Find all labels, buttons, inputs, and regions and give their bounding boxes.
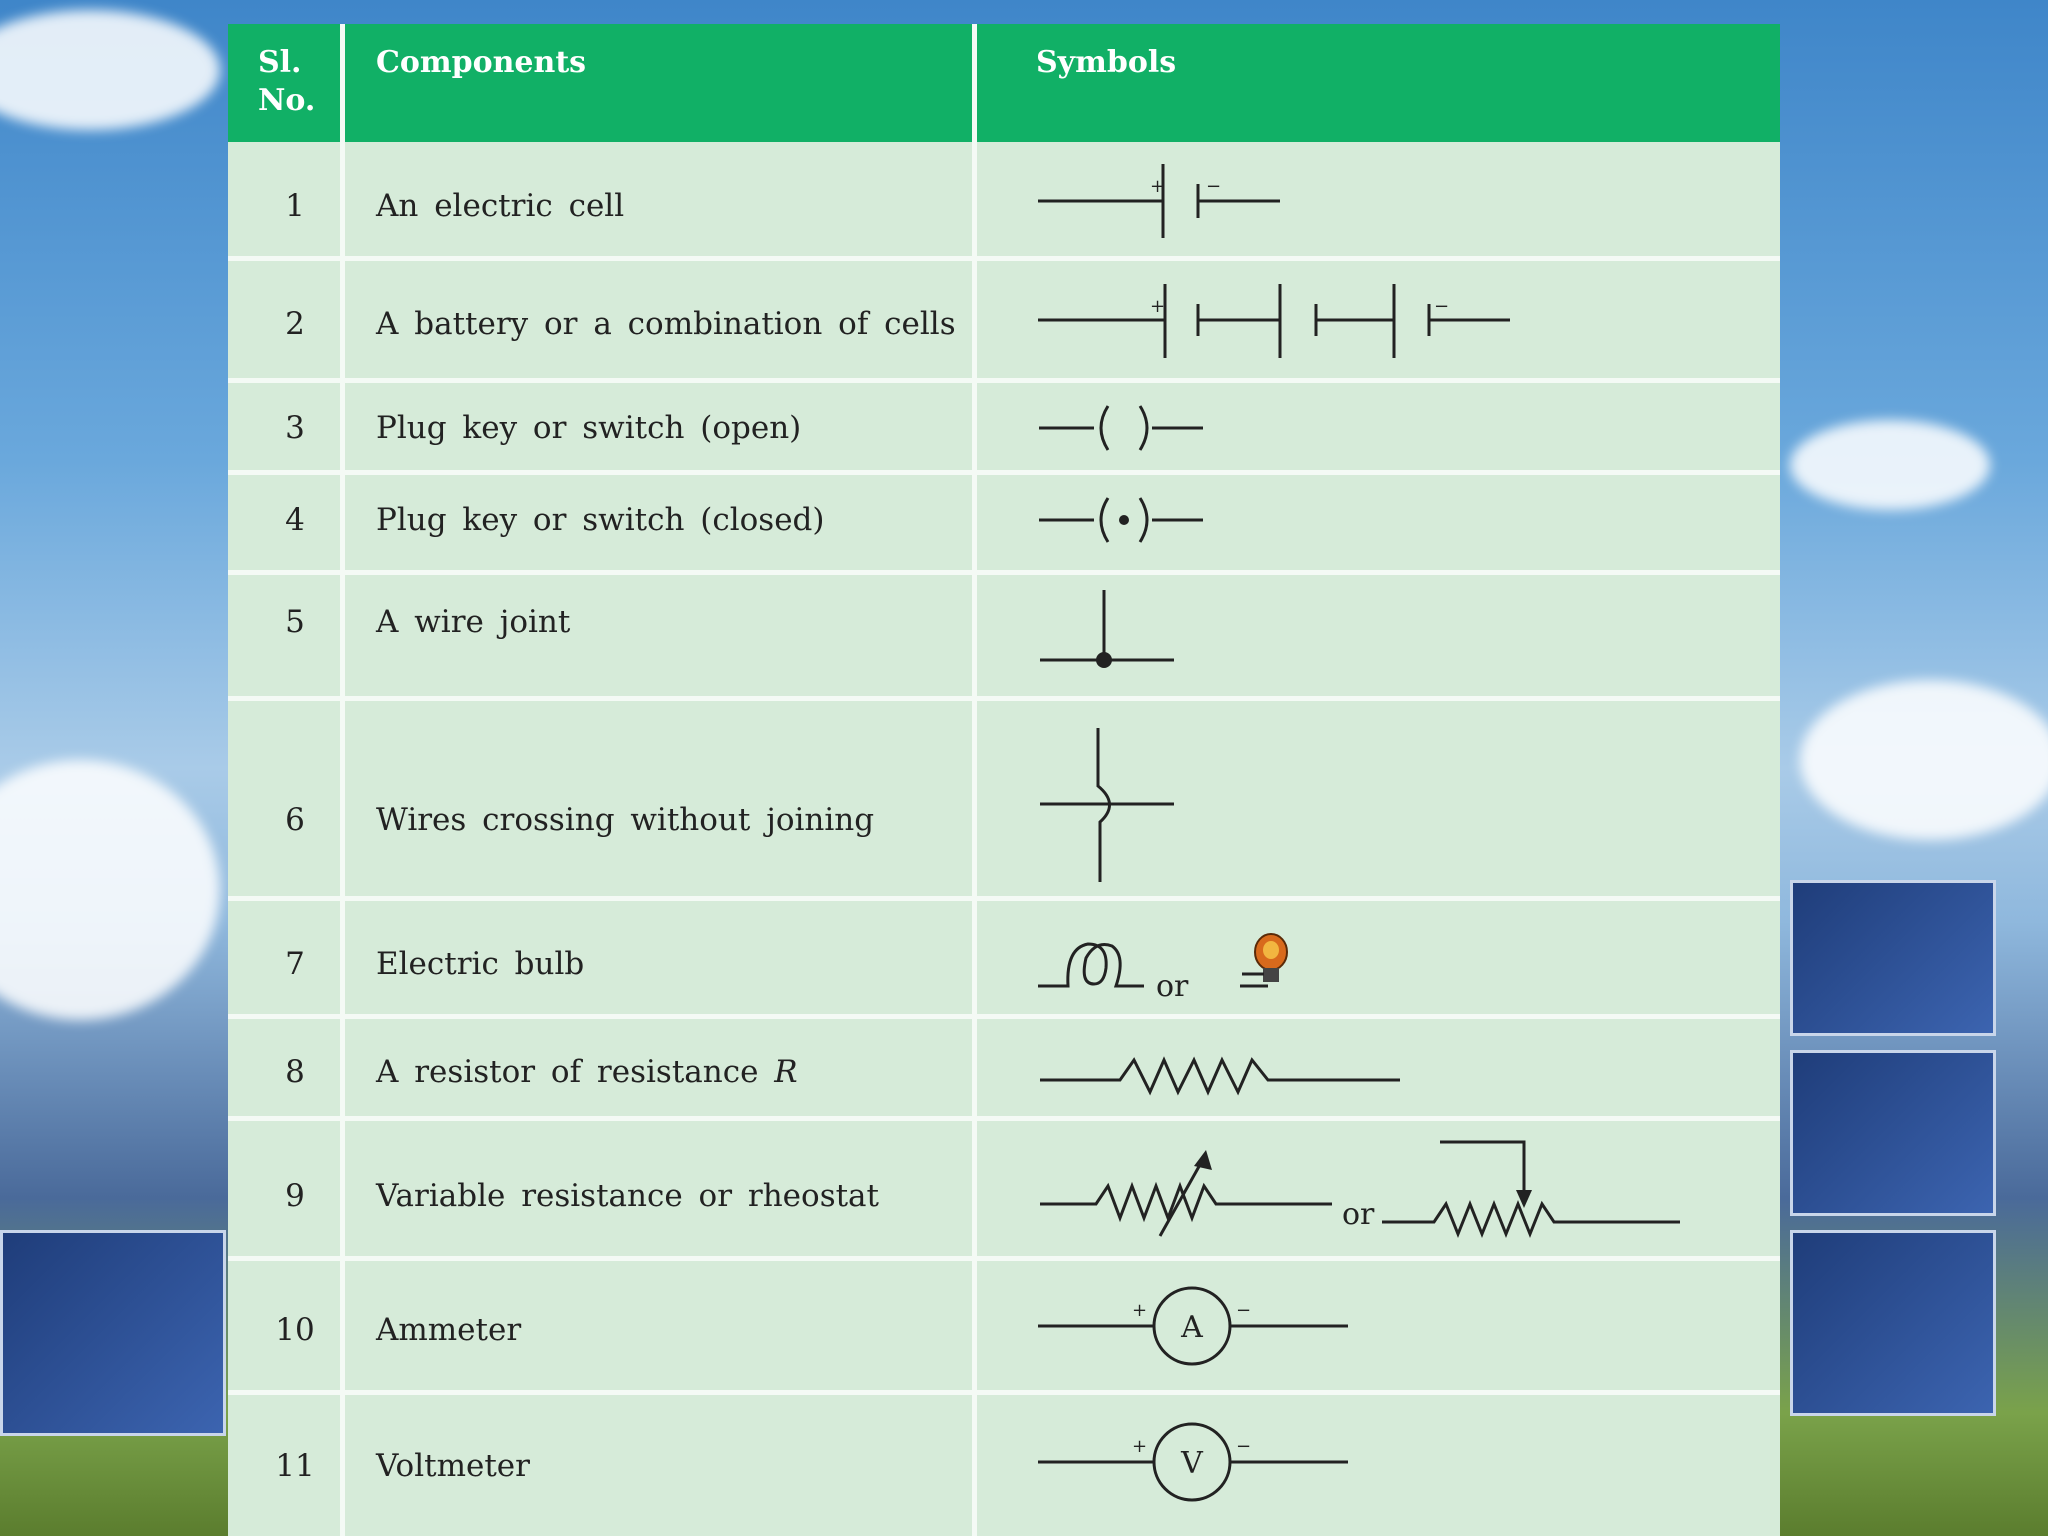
header-serial-line1: Sl. — [258, 45, 302, 80]
cloud — [1800, 680, 2048, 840]
header-symbols: Symbols — [1036, 45, 1177, 80]
serial-number: 9 — [285, 1178, 305, 1214]
solar-panel — [1790, 880, 1996, 1036]
component-name: Electric bulb — [376, 946, 585, 982]
or-label: or — [1156, 969, 1189, 1004]
serial-number: 11 — [275, 1448, 315, 1484]
component-name: Ammeter — [376, 1312, 522, 1348]
serial-number: 8 — [285, 1054, 305, 1090]
rheostat-arrow-icon — [1194, 1150, 1212, 1170]
symbols-layer — [228, 24, 1780, 1536]
plus-sign: + — [1150, 176, 1166, 197]
minus-sign: − — [1206, 176, 1222, 197]
component-name-italic: R — [774, 1054, 798, 1090]
plus-sign: + — [1150, 296, 1166, 317]
component-name: Wires crossing without joining — [376, 802, 875, 838]
or-label: or — [1342, 1197, 1375, 1232]
plus-sign: + — [1132, 1300, 1148, 1321]
closed-switch-symbol — [1039, 498, 1203, 542]
bulb-picture-icon — [1240, 934, 1287, 986]
component-name: Plug key or switch (open) — [376, 410, 802, 446]
solar-panel — [0, 1230, 226, 1436]
wire-joint-symbol — [1040, 590, 1174, 668]
solar-panel — [1790, 1230, 1996, 1416]
cloud — [1790, 420, 1990, 510]
component-name: A wire joint — [376, 604, 571, 640]
component-name: An electric cell — [376, 188, 625, 224]
serial-number: 7 — [285, 946, 305, 982]
cloud — [0, 10, 220, 130]
header-serial-line2: No. — [258, 83, 316, 118]
component-name-text: A resistor of resistance — [376, 1054, 759, 1090]
serial-number: 6 — [285, 802, 305, 838]
component-symbols-table — [228, 24, 1780, 1536]
component-name: Voltmeter — [376, 1448, 530, 1484]
header-components: Components — [376, 45, 587, 80]
plus-sign: + — [1132, 1436, 1148, 1457]
wires-crossing-symbol — [1040, 728, 1174, 882]
cloud — [0, 760, 220, 1020]
component-name: Variable resistance or rheostat — [376, 1178, 879, 1214]
serial-number: 10 — [275, 1312, 315, 1348]
component-name: A battery or a combination of cells — [376, 306, 956, 342]
serial-number: 5 — [285, 604, 305, 640]
serial-number: 4 — [285, 502, 305, 538]
open-switch-symbol — [1039, 406, 1203, 450]
ammeter-letter: A — [1181, 1310, 1203, 1345]
serial-number: 3 — [285, 410, 305, 446]
minus-sign: − — [1236, 1300, 1252, 1321]
voltmeter-letter: V — [1181, 1446, 1203, 1481]
minus-sign: − — [1236, 1436, 1252, 1457]
bulb-symbol — [1038, 944, 1144, 986]
serial-number: 2 — [285, 306, 305, 342]
minus-sign: − — [1434, 296, 1450, 317]
component-name: Plug key or switch (closed) — [376, 502, 825, 538]
solar-panel — [1790, 1050, 1996, 1216]
serial-number: 1 — [285, 188, 305, 224]
resistor-symbol — [1040, 1060, 1400, 1092]
